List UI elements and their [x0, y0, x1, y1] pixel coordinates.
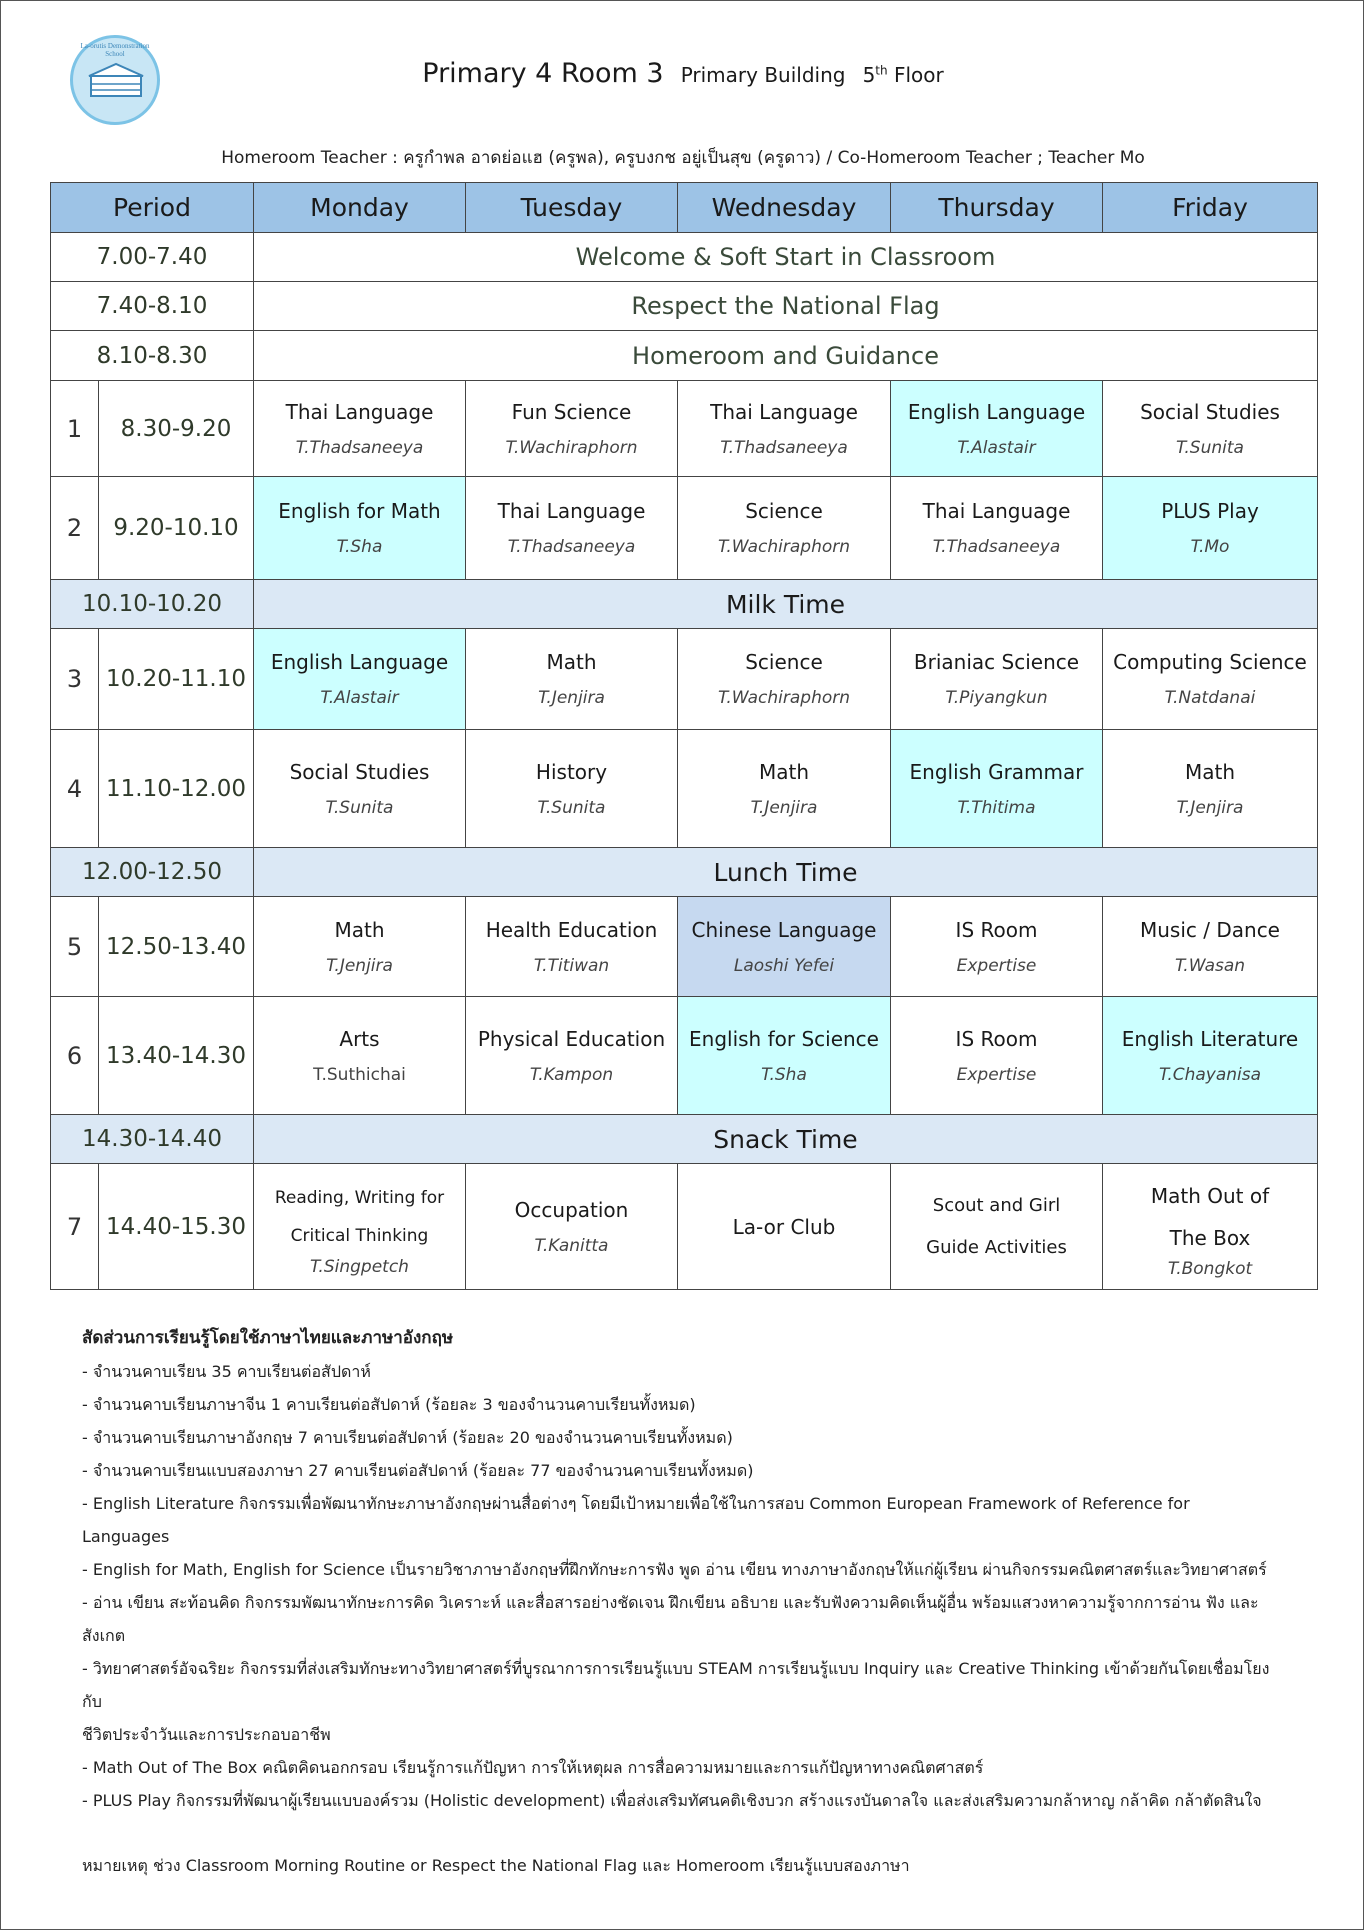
class-cell [891, 477, 1103, 580]
teacher: Expertise [956, 955, 1037, 976]
class-cell [254, 629, 466, 730]
floor-word: Floor [893, 63, 944, 87]
class-cell [466, 629, 678, 730]
teacher: T.Kanitta [534, 1235, 609, 1256]
subject: Fun Science [511, 399, 632, 424]
subject: English Language [270, 650, 449, 674]
subject: Health Education [485, 917, 658, 942]
class-cell [678, 1164, 891, 1290]
period-row [51, 381, 1318, 477]
teacher: T.Sunita [1176, 437, 1244, 458]
class-cell [891, 1164, 1103, 1290]
floor-suffix: th [875, 63, 888, 78]
break-time: 12.00-12.50 [51, 848, 254, 897]
note-line: - วิทยาศาสตร์อัจฉริยะ กิจกรรมที่ส่งเสริมทักษะทางวิทยาศาสตร์ที่บูรณาการการเรียนรู้แบบ STEAM การเรียนรู้แบบ Inquiry และ Creative Thinking เข้าด้วยกันโดยเชื่อมโยงกับ [82, 1659, 1270, 1711]
class-cell [466, 730, 678, 848]
routine-row [51, 233, 1318, 282]
header-period: Period [51, 183, 254, 233]
teacher: T.Wasan [1174, 955, 1246, 976]
teacher: T.Jenjira [326, 955, 393, 976]
teacher: T.Sha [336, 537, 383, 557]
break-row [51, 1115, 1318, 1164]
period-row [51, 477, 1318, 580]
class-cell [678, 897, 891, 997]
routine-row [51, 331, 1318, 381]
page-title [0, 58, 1366, 89]
subject: English Literature [1121, 1026, 1299, 1051]
subject: Chinese Language [691, 917, 877, 942]
subject: Math [334, 917, 385, 942]
period-number: 2 [51, 477, 99, 580]
routine-activity: Respect the National Flag [254, 282, 1318, 331]
class-cell [678, 477, 891, 580]
note-line: - จำนวนคาบเรียนภาษาอังกฤษ 7 คาบเรียนต่อสัปดาห์ (ร้อยละ 20 ของจำนวนคาบเรียนทั้งหมด) [82, 1428, 733, 1447]
subject: Thai Language [285, 399, 434, 424]
teacher: T.Sha [761, 1064, 807, 1085]
break-label: Lunch Time [254, 848, 1318, 897]
class-cell [466, 381, 678, 477]
note-line: - English Literature กิจกรรมเพื่อพัฒนาทักษะภาษาอังกฤษผ่านสื่อต่างๆ โดยมีเป้าหมายเพื่อใช้ในการสอบ Common European Framework of Reference for Languages [82, 1494, 1190, 1546]
class-cell [1103, 477, 1318, 580]
subject: IS Room [955, 1026, 1038, 1051]
floor-label [863, 63, 944, 87]
class-cell [678, 381, 891, 477]
period-time: 13.40-14.30 [99, 997, 254, 1115]
teacher: T.Singpetch [310, 1256, 409, 1277]
class-cell [466, 477, 678, 580]
class-cell [466, 1164, 678, 1290]
class-cell [1103, 1164, 1318, 1290]
class-cell [678, 997, 891, 1115]
teacher: T.Kampon [529, 1064, 614, 1085]
period-time: 9.20-10.10 [99, 477, 254, 580]
class-cell [466, 897, 678, 997]
teacher: T.Bongkot [1167, 1258, 1253, 1279]
subject: Social Studies [289, 759, 430, 784]
subject: English for Math [278, 499, 441, 523]
subject: Occupation [514, 1197, 629, 1222]
subject: English Language [907, 399, 1086, 424]
teacher: T.Chayanisa [1158, 1064, 1262, 1085]
period-time: 12.50-13.40 [99, 897, 254, 997]
class-cell [891, 997, 1103, 1115]
subject: La-or Club [732, 1214, 836, 1239]
period-time: 11.10-12.00 [99, 730, 254, 848]
class-cell [254, 477, 466, 580]
class-cell [1103, 629, 1318, 730]
teacher: T.Titiwan [533, 955, 610, 976]
note-line: - จำนวนคาบเรียนภาษาจีน 1 คาบเรียนต่อสัปดาห์ (ร้อยละ 3 ของจำนวนคาบเรียนทั้งหมด) [82, 1395, 696, 1414]
subject: Math [546, 650, 597, 674]
period-time: 8.30-9.20 [99, 381, 254, 477]
class-cell [891, 381, 1103, 477]
teacher: T.Jenjira [750, 797, 818, 818]
break-time: 14.30-14.40 [51, 1115, 254, 1164]
teacher: T.Thadsaneeya [720, 437, 848, 458]
homeroom-teacher-line: Homeroom Teacher : ครูกำพล อาดย่อแฮ (ครูพล), ครูบงกช อยู่เป็นสุข (ครูดาว) / Co-Homeroom Teacher ; Teacher Mo [221, 148, 1145, 168]
teacher: T.Thadsaneeya [295, 437, 424, 458]
teacher: Expertise [956, 1064, 1037, 1085]
header-wednesday: Wednesday [678, 183, 891, 233]
teacher: T.Jenjira [1176, 797, 1244, 818]
teacher: T.Alastair [320, 688, 399, 708]
teacher: T.Thadsaneeya [932, 537, 1061, 557]
class-name: Primary 4 Room 3 [422, 58, 664, 89]
class-cell [1103, 997, 1318, 1115]
teacher: T.Sunita [537, 797, 606, 818]
subject: English for Science [689, 1026, 879, 1051]
subject: Math [1184, 759, 1236, 784]
subject: IS Room [955, 917, 1038, 942]
teacher: T.Wachiraphorn [717, 688, 851, 708]
class-cell [1103, 730, 1318, 848]
timetable [50, 182, 1318, 1290]
header-tuesday: Tuesday [466, 183, 678, 233]
note-line: - อ่าน เขียน สะท้อนคิด กิจกรรมพัฒนาทักษะการคิด วิเคราะห์ และสื่อสารอย่างชัดเจน ฝึกเขียน อธิบาย และรับฟังความคิดเห็นผู้อื่น พร้อมแสวงหาความรู้จากการอ่าน ฟัง และสังเกต [82, 1593, 1259, 1645]
break-row [51, 848, 1318, 897]
subject: English Grammar [909, 759, 1084, 784]
header-row [51, 183, 1318, 233]
class-cell [891, 897, 1103, 997]
period-number: 6 [51, 997, 99, 1115]
teacher: Laoshi Yefei [733, 955, 835, 976]
teacher: T.Wachiraphorn [717, 537, 851, 557]
period-row [51, 897, 1318, 997]
period-row [51, 629, 1318, 730]
break-time: 10.10-10.20 [51, 580, 254, 629]
subject: Social Studies [1140, 399, 1280, 424]
teacher: T.Thadsaneeya [507, 537, 636, 557]
class-cell [254, 1164, 466, 1290]
period-number: 7 [51, 1164, 99, 1290]
period-number: 1 [51, 381, 99, 477]
teacher: T.Piyangkun [945, 688, 1048, 708]
teacher: T.Thitima [957, 797, 1036, 818]
routine-activity: Homeroom and Guidance [254, 331, 1318, 381]
teacher: T.Wachiraphorn [505, 437, 638, 458]
subject-line-1: Reading, Writing for [274, 1187, 445, 1208]
period-row [51, 997, 1318, 1115]
subject-line-2: Critical Thinking [290, 1225, 429, 1246]
note-line: - จำนวนคาบเรียน 35 คาบเรียนต่อสัปดาห์ [82, 1362, 371, 1381]
logo-text: La-orutis Demonstration School [80, 42, 150, 58]
teacher: T.Alastair [957, 437, 1036, 458]
class-cell [254, 730, 466, 848]
subject: Math [758, 759, 810, 784]
header-monday: Monday [254, 183, 466, 233]
building-name: Primary Building [680, 63, 846, 87]
period-row [51, 1164, 1318, 1290]
subject-line-2: Guide Activities [926, 1236, 1067, 1258]
break-row [51, 580, 1318, 629]
period-row [51, 730, 1318, 848]
subject: Physical Education [477, 1026, 666, 1051]
teacher: T.Suthichai [313, 1064, 406, 1085]
period-number: 4 [51, 730, 99, 848]
subject-line-2: The Box [1169, 1225, 1251, 1250]
teacher: T.Jenjira [538, 688, 605, 708]
routine-time: 8.10-8.30 [51, 331, 254, 381]
class-cell [678, 730, 891, 848]
routine-time: 7.00-7.40 [51, 233, 254, 282]
class-cell [254, 381, 466, 477]
break-label: Snack Time [254, 1115, 1318, 1164]
period-number: 3 [51, 629, 99, 730]
routine-row [51, 282, 1318, 331]
routine-time: 7.40-8.10 [51, 282, 254, 331]
subject-line-1: Scout and Girl [932, 1194, 1061, 1216]
class-cell [254, 997, 466, 1115]
class-cell [678, 629, 891, 730]
header-friday: Friday [1103, 183, 1318, 233]
note-line: - Math Out of The Box คณิตคิดนอกกรอบ เรียนรู้การแก้ปัญหา การให้เหตุผล การสื่อความหมายและการแก้ปัญหาทางคณิตศาสตร์ [82, 1758, 984, 1777]
class-cell [466, 997, 678, 1115]
class-cell [891, 730, 1103, 848]
subject: History [535, 759, 608, 784]
teacher: T.Mo [1190, 537, 1230, 557]
notes-section [82, 1322, 1282, 1882]
header-thursday: Thursday [891, 183, 1103, 233]
subject: Science [745, 650, 823, 674]
subject: Thai Language [497, 499, 646, 523]
subject: Music / Dance [1140, 917, 1280, 942]
subject: Thai Language [710, 399, 858, 424]
subject: Arts [339, 1026, 380, 1051]
note-line: - จำนวนคาบเรียนแบบสองภาษา 27 คาบเรียนต่อสัปดาห์ (ร้อยละ 77 ของจำนวนคาบเรียนทั้งหมด) [82, 1461, 754, 1480]
floor-number: 5 [862, 63, 876, 87]
subject: Computing Science [1113, 650, 1307, 674]
routine-activity: Welcome & Soft Start in Classroom [254, 233, 1318, 282]
notes-remark: หมายเหตุ ช่วง Classroom Morning Routine or Respect the National Flag และ Homeroom เรียนรู้แบบสองภาษา [82, 1856, 910, 1875]
teacher: T.Sunita [325, 797, 394, 818]
note-line: - English for Math, English for Science เป็นรายวิชาภาษาอังกฤษที่ฝึกทักษะการฟัง พูด อ่าน เขียน ทางภาษาอังกฤษให้แก่ผู้เรียน ผ่านกิจกรรมคณิตศาสตร์และวิทยาศาสตร์ [82, 1560, 1267, 1579]
class-cell [891, 629, 1103, 730]
class-cell [1103, 897, 1318, 997]
teacher: T.Natdanai [1164, 688, 1256, 708]
subject-line-1: Math Out of [1150, 1183, 1270, 1208]
period-time: 10.20-11.10 [99, 629, 254, 730]
subject: Science [745, 499, 823, 523]
subject: PLUS Play [1161, 499, 1259, 523]
period-time: 14.40-15.30 [99, 1164, 254, 1290]
subject: Thai Language [922, 499, 1071, 523]
note-line: ชีวิตประจำวันและการประกอบอาชีพ [82, 1725, 331, 1744]
notes-heading: สัดส่วนการเรียนรู้โดยใช้ภาษาไทยและภาษาอังกฤษ [82, 1328, 454, 1348]
period-number: 5 [51, 897, 99, 997]
class-cell [1103, 381, 1318, 477]
note-line: - PLUS Play กิจกรรมที่พัฒนาผู้เรียนแบบองค์รวม (Holistic development) เพื่อส่งเสริมทัศนคติเชิงบวก สร้างแรงบันดาลใจ และส่งเสริมความกล้าหาญ กล้าคิด กล้าตัดสินใจ [82, 1791, 1262, 1810]
break-label: Milk Time [254, 580, 1318, 629]
subject: Brianiac Science [913, 650, 1080, 674]
class-cell [254, 897, 466, 997]
